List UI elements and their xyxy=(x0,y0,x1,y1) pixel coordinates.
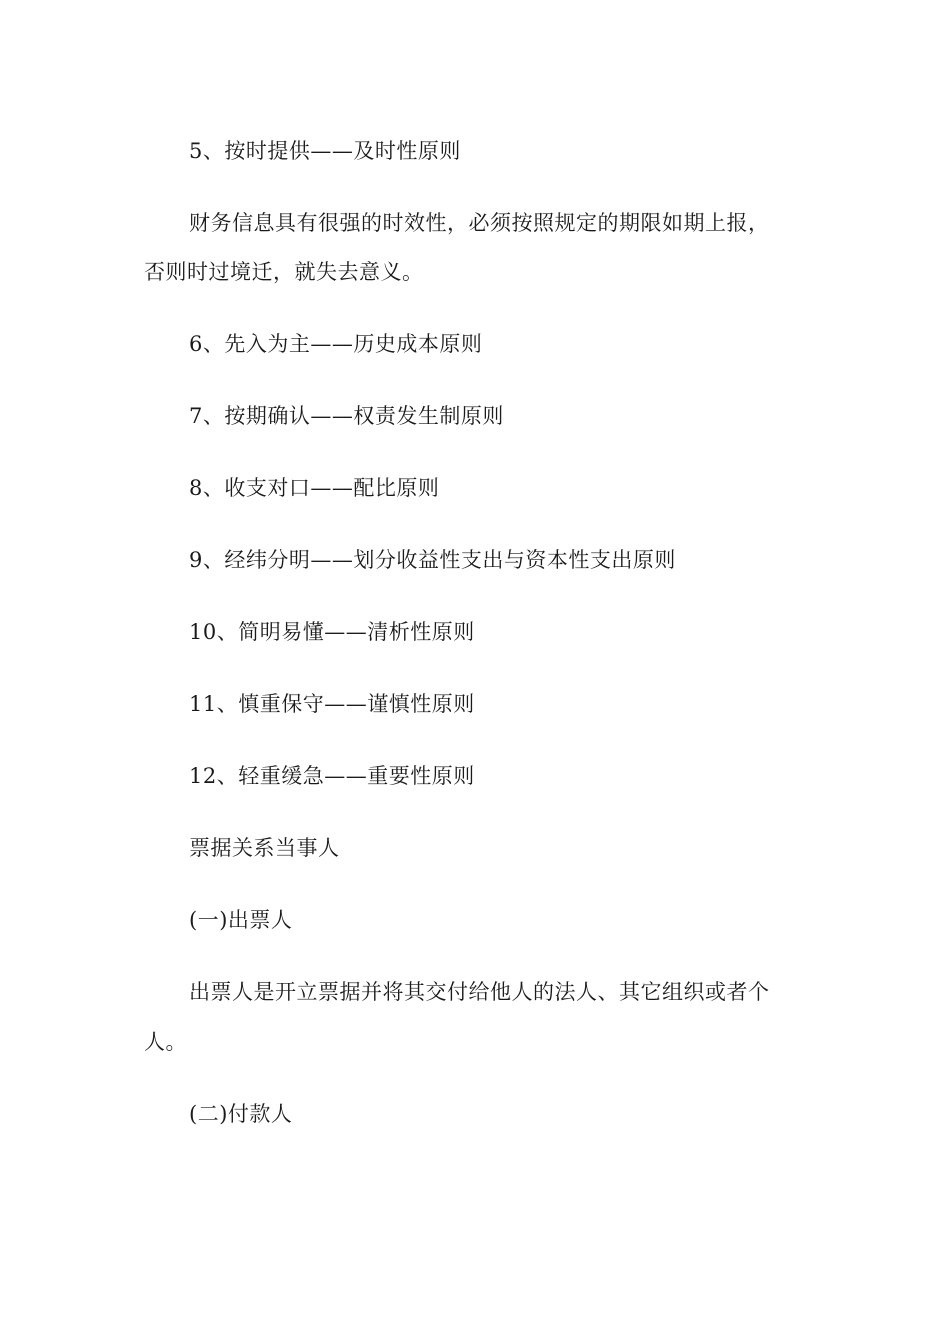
principle-6: 6、先入为主——历史成本原则 xyxy=(189,332,483,356)
body-paragraph-line-2: 否则时过境迁，就失去意义。 xyxy=(144,260,424,284)
principle-11: 11、慎重保守——谨慎性原则 xyxy=(189,692,475,716)
subheading-drawer: (一)出票人 xyxy=(189,908,293,932)
principle-9: 9、经纬分明——划分收益性支出与资本性支出原则 xyxy=(189,548,676,572)
drawer-definition-line-2: 人。 xyxy=(144,1030,187,1054)
body-paragraph-line-1: 财务信息具有很强的时效性，必须按照规定的期限如期上报， xyxy=(189,211,770,235)
drawer-definition-line-1: 出票人是开立票据并将其交付给他人的法人、其它组织或者个 xyxy=(189,980,770,1004)
principle-12: 12、轻重缓急——重要性原则 xyxy=(189,764,475,788)
section-heading: 票据关系当事人 xyxy=(189,836,340,860)
principle-10: 10、简明易懂——清析性原则 xyxy=(189,620,475,644)
principle-7: 7、按期确认——权责发生制原则 xyxy=(189,404,504,428)
subheading-payer: (二)付款人 xyxy=(189,1102,293,1126)
principle-8: 8、收支对口——配比原则 xyxy=(189,476,440,500)
principle-5: 5、按时提供——及时性原则 xyxy=(189,139,461,163)
